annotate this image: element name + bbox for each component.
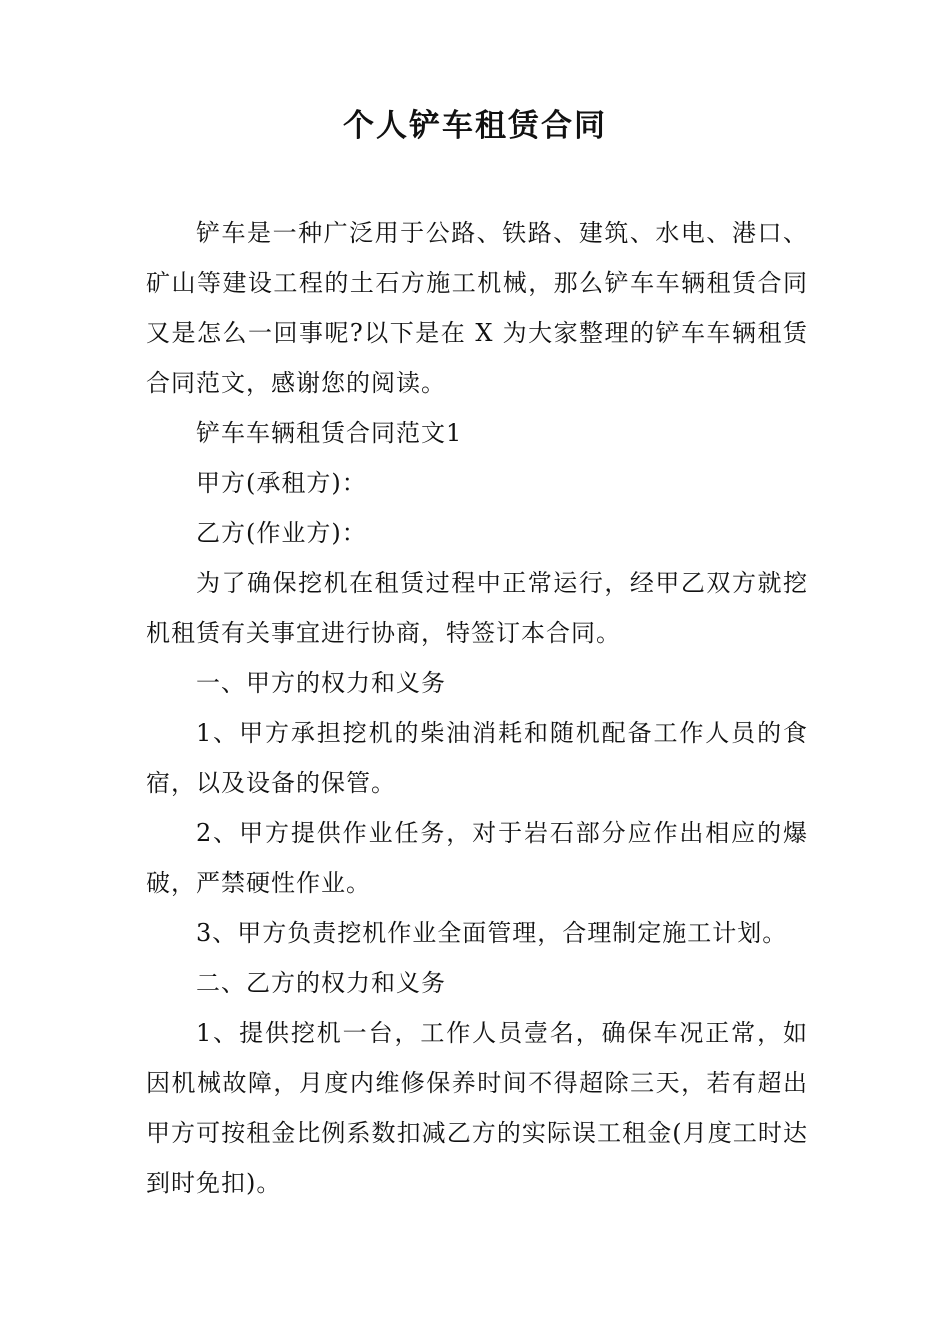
- intro-paragraph: 铲车是一种广泛用于公路、铁路、建筑、水电、港口、矿山等建设工程的土石方施工机械，那么铲车车辆租赁合同又是怎么一回事呢?以下是在 X 为大家整理的铲车车辆租赁合同范文，感谢您的阅读。: [146, 219, 808, 397]
- party-b-line: 乙方(作业方)：: [196, 519, 367, 547]
- clause-item: 1、甲方承担挖机的柴油消耗和随机配备工作人员的食宿，以及设备的保管。: [146, 719, 808, 797]
- document-body: [146, 208, 808, 1208]
- clause-item: 2、甲方提供作业任务，对于岩石部分应作出相应的爆破，严禁硬性作业。: [146, 819, 808, 897]
- document-title: 个人铲车租赁合同: [343, 108, 607, 144]
- clause-item: 1、提供挖机一台，工作人员壹名，确保车况正常，如因机械故障，月度内维修保养时间不得超除三天，若有超出甲方可按租金比例系数扣减乙方的实际误工租金(月度工时达到时免扣)。: [146, 1019, 808, 1197]
- party-a-line: 甲方(承租方)：: [196, 469, 367, 497]
- clause-heading-party-a: 一、甲方的权力和义务: [196, 669, 446, 697]
- clause-heading-party-b: 二、乙方的权力和义务: [196, 969, 446, 997]
- clause-item: 3、甲方负责挖机作业全面管理，合理制定施工计划。: [196, 919, 788, 947]
- preamble-paragraph: 为了确保挖机在租赁过程中正常运行，经甲乙双方就挖机租赁有关事宜进行协商，特签订本合同。: [146, 569, 808, 647]
- section-heading: 铲车车辆租赁合同范文1: [196, 419, 463, 447]
